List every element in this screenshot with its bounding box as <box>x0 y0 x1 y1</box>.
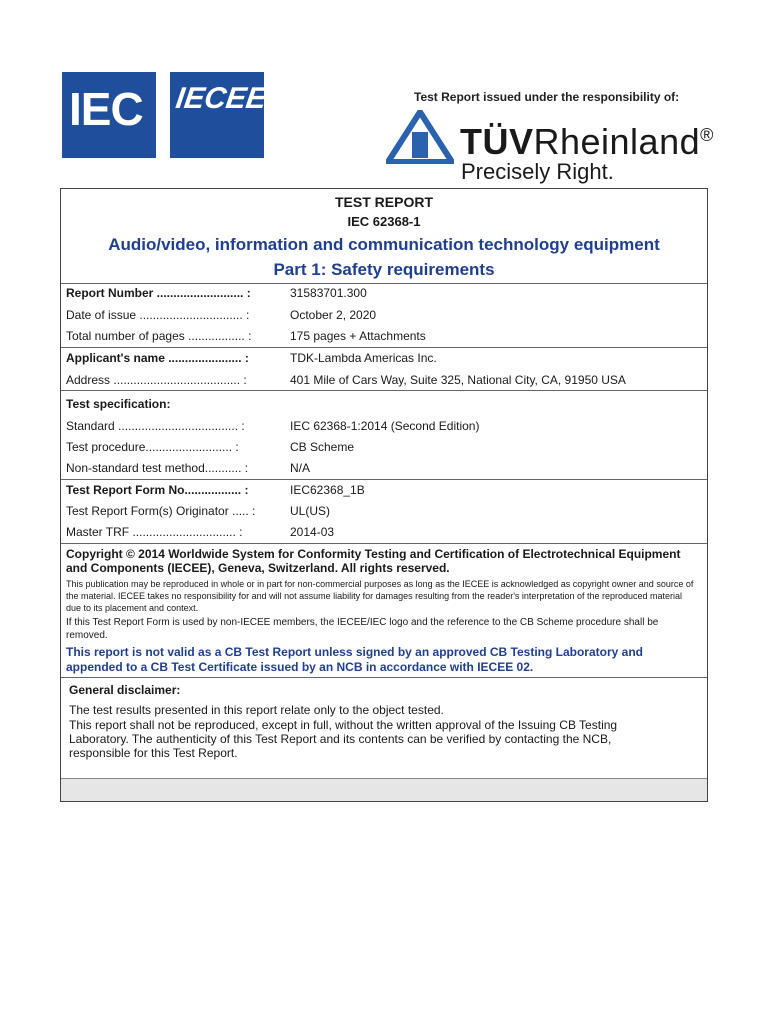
test-specification-heading: Test specification: <box>66 397 171 411</box>
disclaimer-text-1: The test results presented in this report relate only to the object tested. <box>69 703 444 717</box>
tuv-triangle-icon <box>386 110 454 164</box>
field-trf-originator: Test Report Form(s) Originator ..... : UL(US) <box>66 504 331 518</box>
copyright-heading: Copyright © 2014 Worldwide System for Conformity Testing and Certification of Electrotechnical Equipment and Components (IECEE), Geneva, Switzerland. All rights reserved. <box>66 547 681 575</box>
validity-statement: This report is not valid as a CB Test Report unless signed by an approved CB Testing Laboratory and appended to a CB Test Certificate issued by an NCB in accordance with IECEE 02. <box>66 645 643 674</box>
disclaimer-text-2: This report shall not be reproduced, except in full, without the written approval of the Issuing CB Testing Laboratory. The authenticity of this Test Report and its contents can be verified by contacting the NCB, responsible for this Test Report. <box>69 718 618 760</box>
field-total-pages: Total number of pages ................. : 175 pages + Attachments <box>66 329 426 343</box>
standard-title: Audio/video, information and communication technology equipment <box>108 235 660 254</box>
field-test-procedure: Test procedure.......................... : CB Scheme <box>66 440 355 454</box>
divider <box>61 283 707 284</box>
report-frame <box>60 188 708 802</box>
field-standard: Standard .................................... : IEC 62368-1:2014 (Second Edition) <box>66 419 480 433</box>
copyright-body: This publication may be reproduced in whole or in part for non-commercial purposes as long as the IECEE is acknowledged as copyright owner and source of the material. IECEE takes no responsibility for and will not assume liability for damages resulting from the reader's interpretation of the reproduced material due to its placement and context. <box>66 579 694 613</box>
divider <box>61 543 707 544</box>
divider <box>61 479 707 480</box>
logo-usage-note: If this Test Report Form is used by non-IECEE members, the IECEE/IEC logo and the reference to the CB Scheme procedure shall be removed. <box>66 617 659 641</box>
responsibility-text: Test Report issued under the responsibility of: <box>414 90 680 104</box>
iecee-logo-text: IECEE <box>173 82 269 115</box>
disclaimer-heading: General disclaimer: <box>69 683 181 697</box>
field-address: Address ...................................... : 401 Mile of Cars Way, Suite 325, National City, CA, 91950 USA <box>66 373 626 387</box>
divider <box>61 347 707 348</box>
field-trf-number: Test Report Form No................. : IEC62368_1B <box>66 483 365 497</box>
footer-band <box>61 778 707 801</box>
report-title: TEST REPORT <box>334 194 433 210</box>
divider <box>61 390 707 391</box>
standard-part: Part 1: Safety requirements <box>273 260 495 279</box>
tuv-slogan: Precisely Right. <box>461 159 614 184</box>
field-non-standard-method: Non-standard test method........... : N/A <box>66 461 311 475</box>
divider <box>61 677 707 678</box>
standard-code: IEC 62368-1 <box>347 214 421 229</box>
field-date-of-issue: Date of issue ............................... : October 2, 2020 <box>66 308 377 322</box>
field-report-number: Report Number .......................... : 31583701.300 <box>66 286 367 300</box>
iecee-logo <box>170 72 269 158</box>
iec-logo <box>62 72 156 158</box>
field-applicant-name: Applicant's name ...................... : TDK-Lambda Americas Inc. <box>66 351 437 365</box>
tuv-brand-name: TÜVRheinland® <box>460 121 714 162</box>
field-master-trf: Master TRF ............................... : 2014-03 <box>66 525 335 539</box>
iec-logo-text: IEC <box>69 83 143 135</box>
